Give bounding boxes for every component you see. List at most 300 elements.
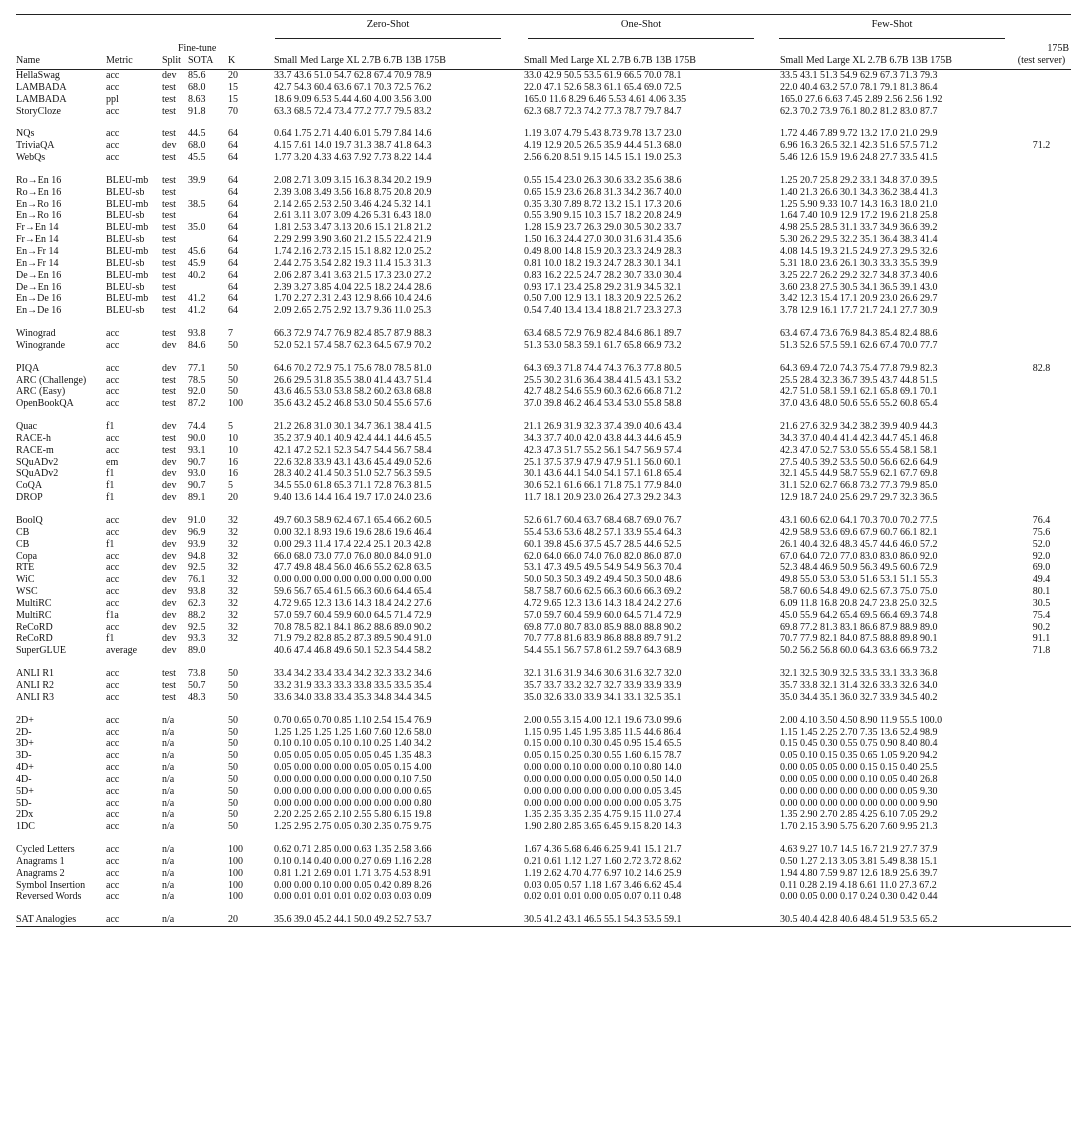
row-zero-shot: 0.00 0.00 0.00 0.00 0.00 0.00 0.00 0.80 [274,797,432,809]
row-k: 50 [228,809,238,821]
row-name: Fr→En 14 [16,234,59,246]
row-k: 64 [228,198,238,210]
row-test-server [1012,421,1071,433]
table-row [16,868,1071,880]
row-zero-shot: 33.7 43.6 51.0 54.7 62.8 67.4 70.9 78.9 [274,70,432,81]
row-k: 70 [228,105,238,117]
row-sota: 73.8 [188,668,206,680]
row-zero-shot: 64.6 70.2 72.9 75.1 75.6 78.0 78.5 81.0 [274,362,432,374]
row-test-server: 92.0 [1032,550,1051,562]
row-zero-shot: 0.00 29.3 11.4 17.4 22.4 25.1 20.3 42.8 [274,538,432,550]
row-sota: 68.0 [188,81,206,93]
row-test-server [1012,375,1071,387]
row-sota [188,282,228,294]
row-metric: ppl [106,93,119,105]
row-few-shot: 1.72 4.46 7.89 9.72 13.2 17.0 21.0 29.9 [780,128,938,140]
row-name: En→Fr 14 [16,245,59,257]
row-one-shot: 0.03 0.05 0.57 1.18 1.67 3.46 6.62 45.4 [524,879,682,891]
row-split: test [162,444,176,456]
row-k: 5 [228,480,233,492]
row-test-server [1012,128,1071,140]
row-one-shot: 1.19 3.07 4.79 5.43 8.73 9.78 13.7 23.0 [524,128,682,140]
row-metric: em [106,456,119,468]
row-split: n/a [162,891,175,903]
row-metric: BLEU-sb [106,281,145,293]
row-few-shot: 6.09 11.8 16.8 20.8 24.7 23.8 25.0 32.5 [780,597,938,609]
row-zero-shot: 1.74 2.16 2.73 2.15 15.1 8.82 12.0 25.2 [274,245,432,257]
row-name: CoQA [16,480,43,492]
row-split: dev [162,633,177,645]
row-split: n/a [162,738,175,750]
row-zero-shot: 35.2 37.9 40.1 40.9 42.4 44.1 44.6 45.5 [274,432,432,444]
row-zero-shot: 66.3 72.9 74.7 76.9 82.4 85.7 87.9 88.3 [274,328,432,340]
row-one-shot: 1.67 4.36 5.68 6.46 6.25 9.41 15.1 21.7 [524,844,682,856]
row-split: dev [162,140,177,152]
row-name: ReCoRD [16,633,53,645]
row-name: 5D- [16,797,32,809]
row-k: 32 [228,586,238,598]
row-name: En→Ro 16 [16,210,62,222]
row-split: n/a [162,785,175,797]
row-split: dev [162,586,177,598]
row-test-server [1012,210,1071,222]
row-test-server [1012,468,1071,480]
row-group [16,164,1071,317]
row-few-shot: 67.0 64.0 72.0 77.0 83.0 83.0 86.0 92.0 [780,550,938,562]
group-header-row [16,15,1071,44]
row-zero-shot: 1.70 2.27 2.31 2.43 12.9 8.66 10.4 24.6 [274,293,432,305]
row-k: 10 [228,432,238,444]
row-name: 4D+ [16,762,34,774]
row-name: ARC (Easy) [16,386,66,398]
row-metric: f1 [106,480,115,492]
row-sota: 41.2 [188,293,206,305]
row-metric: acc [106,386,120,398]
row-few-shot: 70.7 77.9 82.1 84.0 87.5 88.8 89.8 90.1 [780,633,938,645]
column-header-row [16,43,1071,70]
row-sota: 76.1 [188,574,206,586]
row-metric: acc [106,374,120,386]
row-test-server [1012,305,1071,317]
row-test-server: 71.8 [1032,645,1051,657]
row-sota [188,914,228,926]
row-test-server [1012,293,1071,305]
row-metric: acc [106,914,162,926]
row-few-shot: 30.5 40.4 42.8 40.6 48.4 51.9 53.5 65.2 [772,914,1012,926]
table-row [16,328,1071,340]
row-split: n/a [162,914,188,926]
row-test-server [1012,738,1071,750]
table-row [16,914,1071,926]
row-metric: acc [106,891,120,903]
table-row [16,586,1071,598]
row-one-shot: 22.0 47.1 52.6 58.3 61.1 65.4 69.0 72.5 [524,81,682,93]
row-metric: acc [106,586,120,598]
row-k: 32 [228,609,238,621]
table-row [16,856,1071,868]
row-k: 50 [228,374,238,386]
table-row [16,645,1071,657]
row-test-server [1012,445,1071,457]
row-split: dev [162,480,177,492]
row-metric: acc [106,70,120,81]
few-shot-header: Few-Shot [772,15,1012,44]
row-split: dev [162,645,177,657]
row-metric: f1 [106,468,115,480]
table-row [16,762,1071,774]
table-row [16,562,1071,574]
row-few-shot: 0.05 0.10 0.15 0.35 0.65 1.05 9.20 94.2 [780,750,938,762]
row-sota: 93.0 [188,468,206,480]
row-zero-shot: 9.40 13.6 14.4 16.4 19.7 17.0 24.0 23.6 [274,492,432,504]
row-few-shot: 6.96 16.3 26.5 32.1 42.3 51.6 57.5 71.2 [780,140,938,152]
row-split: n/a [162,773,175,785]
row-test-server [1012,398,1071,410]
row-split: test [162,374,176,386]
row-few-shot: 1.25 20.7 25.8 29.2 33.1 34.8 37.0 39.5 [780,174,938,186]
col-name: Name [16,55,40,67]
row-metric: acc [106,140,120,152]
row-metric: acc [106,105,120,117]
row-few-shot: 1.64 7.40 10.9 12.9 17.2 19.6 21.8 25.8 [780,210,938,222]
one-shot-header: One-Shot [516,15,766,44]
row-metric: BLEU-mb [106,293,149,305]
zero-shot-header: Zero-Shot [266,15,510,44]
row-one-shot: 2.00 0.55 3.15 4.00 12.1 19.6 73.0 99.6 [524,714,682,726]
row-one-shot: 0.93 17.1 23.4 25.8 29.2 31.9 34.5 32.1 [524,281,682,293]
row-test-server [1012,270,1071,282]
table-row [16,633,1071,645]
row-zero-shot: 2.09 2.65 2.75 2.92 13.7 9.36 11.0 25.3 [274,305,432,317]
row-split: test [162,679,176,691]
row-name: SAT Analogies [16,914,106,926]
row-name: En→De 16 [16,305,62,317]
row-group [16,903,1071,926]
row-split: dev [162,538,177,550]
row-name: SuperGLUE [16,645,66,657]
row-test-server [1012,246,1071,258]
table-row [16,445,1071,457]
row-name: 3D- [16,750,32,762]
row-split: test [162,198,176,210]
table-row [16,175,1071,187]
row-split: test [162,152,176,164]
row-metric: f1 [106,633,115,645]
row-few-shot: 58.7 60.6 54.8 49.0 62.5 67.3 75.0 75.0 [780,586,938,598]
row-test-server [1012,70,1071,82]
table-row [16,786,1071,798]
row-sota [188,798,228,810]
row-zero-shot: 49.7 60.3 58.9 62.4 67.1 65.4 66.2 60.5 [274,515,432,526]
row-test-server [1012,492,1071,504]
row-name: Winogrande [16,339,66,351]
table-row [16,457,1071,469]
row-name: 2D- [16,726,32,738]
row-k: 50 [228,821,238,833]
row-split: dev [162,339,177,351]
row-sota: 90.0 [188,432,206,444]
row-split: n/a [162,867,175,879]
row-few-shot: 63.4 67.4 73.6 76.9 84.3 85.4 82.4 88.6 [780,328,938,340]
row-test-server [1012,340,1071,352]
row-few-shot: 0.00 0.00 0.00 0.00 0.00 0.00 0.05 9.30 [780,785,938,797]
row-metric: f1 [106,492,115,504]
row-one-shot: 42.3 47.3 51.7 55.2 56.1 54.7 56.9 57.4 [524,444,682,456]
table-row [16,727,1071,739]
col-k: K [228,55,236,67]
row-metric: acc [106,621,120,633]
row-one-shot: 0.00 0.00 0.10 0.00 0.00 0.10 0.80 14.0 [524,762,682,774]
table-row [16,246,1071,258]
row-metric: acc [106,398,120,410]
row-test-server [1012,786,1071,798]
row-split: dev [162,362,177,374]
row-test-server [1012,821,1071,833]
row-k: 64 [228,269,238,281]
row-one-shot: 33.0 42.9 50.5 53.5 61.9 66.5 70.0 78.1 [524,70,682,81]
row-sota: 90.7 [188,456,206,468]
row-one-shot: 0.65 15.9 23.6 26.8 31.3 34.2 36.7 40.0 [524,186,682,198]
row-split: dev [162,597,177,609]
row-few-shot: 42.9 58.9 53.6 69.6 67.9 60.7 66.1 82.1 [780,526,938,538]
table-row [16,421,1071,433]
row-one-shot: 64.3 69.3 71.8 74.4 74.3 76.3 77.8 80.5 [524,362,682,374]
group-spacer [16,833,1071,844]
row-k: 20 [228,914,250,926]
row-zero-shot: 57.0 59.7 60.4 59.9 60.0 64.5 71.4 72.9 [274,609,432,621]
table-row [16,258,1071,270]
row-group [16,657,1071,704]
table-row [16,891,1071,903]
row-split: dev [162,515,177,526]
row-name: 1DC [16,821,35,833]
row-few-shot: 25.5 28.4 32.3 36.7 39.5 43.7 44.8 51.5 [780,374,938,386]
row-one-shot: 1.50 16.3 24.4 27.0 30.0 31.6 31.4 35.6 [524,234,682,246]
table-row [16,880,1071,892]
row-zero-shot: 0.10 0.10 0.05 0.10 0.10 0.25 1.40 34.2 [274,738,432,750]
row-k: 64 [228,222,238,234]
row-one-shot: 0.00 0.00 0.00 0.00 0.05 0.00 0.50 14.0 [524,773,682,785]
row-split: test [162,668,176,680]
row-k: 64 [228,186,238,198]
table-row [16,844,1071,856]
row-metric: acc [106,855,120,867]
row-test-server [1012,844,1071,856]
row-test-server [1012,222,1071,234]
row-zero-shot: 2.08 2.71 3.09 3.15 16.3 8.34 20.2 19.9 [274,174,432,186]
row-few-shot: 35.0 34.4 35.1 36.0 32.7 33.9 34.5 40.2 [780,691,938,703]
row-one-shot: 32.1 31.6 31.9 34.6 30.6 31.6 32.7 32.0 [524,668,682,680]
row-k: 15 [228,93,238,105]
row-one-shot: 0.35 3.30 7.89 8.72 13.2 15.1 17.3 20.6 [524,198,682,210]
row-k: 32 [228,597,238,609]
row-one-shot: 165.0 11.6 8.29 6.46 5.53 4.61 4.06 3.35 [524,93,687,105]
row-one-shot: 54.4 55.1 56.7 57.8 61.2 59.7 64.3 68.9 [524,645,682,657]
row-zero-shot: 66.0 68.0 73.0 77.0 76.0 80.0 84.0 91.0 [274,550,432,562]
row-sota: 93.1 [188,444,206,456]
row-zero-shot: 34.5 55.0 61.8 65.3 71.1 72.8 76.3 81.5 [274,480,432,492]
table-row [16,305,1071,317]
row-name: ReCoRD [16,621,53,633]
row-k: 64 [228,293,238,305]
table-row [16,70,1071,82]
row-few-shot: 32.1 32.5 30.9 32.5 33.5 33.1 33.3 36.8 [780,668,938,680]
row-one-shot: 1.15 0.95 1.45 1.95 3.85 11.5 44.6 86.4 [524,726,682,738]
row-test-server [1012,106,1071,118]
row-few-shot: 1.25 5.90 9.33 10.7 14.3 16.3 18.0 21.0 [780,198,938,210]
row-sota [188,786,228,798]
row-split: test [162,105,176,117]
row-one-shot: 11.7 18.1 20.9 23.0 26.4 27.3 29.2 34.3 [524,492,682,504]
row-sota: 41.2 [188,305,206,317]
row-few-shot: 4.63 9.27 10.7 14.5 16.7 21.9 27.7 37.9 [780,844,938,856]
row-test-server [1012,762,1071,774]
row-sota: 62.3 [188,597,206,609]
row-zero-shot: 63.3 68.5 72.4 73.4 77.2 77.7 79.5 83.2 [274,105,432,117]
row-zero-shot: 0.81 1.21 2.69 0.01 1.71 3.75 4.53 8.91 [274,867,432,879]
row-sota: 94.8 [188,550,206,562]
row-k: 100 [228,855,243,867]
row-one-shot: 62.3 68.7 72.3 74.2 77.3 78.7 79.7 84.7 [524,105,682,117]
row-split: n/a [162,809,175,821]
row-split: dev [162,621,177,633]
row-metric: acc [106,526,120,538]
row-metric: f1a [106,609,119,621]
row-zero-shot: 1.25 2.95 2.75 0.05 0.30 2.35 0.75 9.75 [274,821,432,833]
row-metric: BLEU-sb [106,210,145,222]
row-k: 50 [228,714,238,726]
row-k: 32 [228,526,238,538]
row-few-shot: 5.46 12.6 15.9 19.6 24.8 27.7 33.5 41.5 [780,152,938,164]
table-row [16,187,1071,199]
row-k: 10 [228,444,238,456]
row-split: dev [162,526,177,538]
row-few-shot: 31.1 52.0 62.7 66.8 73.2 77.3 79.9 85.0 [780,480,938,492]
row-metric: acc [106,797,120,809]
row-split: dev [162,574,177,586]
row-k: 32 [228,562,238,574]
row-metric: acc [106,362,120,374]
one-shot-model-cols: Small Med Large XL 2.7B 6.7B 13B 175B [524,55,696,67]
row-zero-shot: 47.7 49.8 48.4 56.0 46.6 55.2 62.8 63.5 [274,562,432,574]
row-test-server [1012,774,1071,786]
row-split: test [162,222,176,234]
row-one-shot: 58.7 58.7 60.6 62.5 66.3 60.6 66.3 69.2 [524,586,682,598]
row-metric: acc [106,750,120,762]
row-zero-shot: 21.2 26.8 31.0 30.1 34.7 36.1 38.4 41.5 [274,421,432,433]
row-k: 64 [228,128,238,140]
row-one-shot: 70.7 77.8 81.6 83.9 86.8 88.8 89.7 91.2 [524,633,682,645]
row-name: 4D- [16,773,32,785]
row-test-server [1012,868,1071,880]
row-one-shot: 0.21 0.61 1.12 1.27 1.60 2.72 3.72 8.62 [524,855,682,867]
table-header [16,15,1071,70]
table-row [16,94,1071,106]
row-test-server: 75.6 [1032,526,1051,538]
row-one-shot: 0.55 3.90 9.15 10.3 15.7 18.2 20.8 24.9 [524,210,682,222]
table-row [16,82,1071,94]
row-name: En→De 16 [16,293,62,305]
row-name: En→Fr 14 [16,257,59,269]
row-split: dev [162,550,177,562]
row-sota: 88.2 [188,609,206,621]
row-metric: BLEU-sb [106,186,145,198]
row-metric: BLEU-mb [106,174,149,186]
row-one-shot: 0.00 0.00 0.00 0.00 0.00 0.00 0.05 3.45 [524,785,682,797]
row-test-server: 90.2 [1032,621,1051,633]
row-few-shot: 43.1 60.6 62.0 64.1 70.3 70.0 70.2 77.5 [780,515,938,526]
row-metric: acc [106,691,120,703]
row-test-server [1012,798,1071,810]
row-test-server: 52.0 [1032,538,1051,550]
row-metric: BLEU-mb [106,245,149,257]
col-sota: Fine-tune SOTA [178,43,217,66]
row-sota: 8.63 [188,93,206,105]
row-name: RACE-h [16,432,51,444]
row-k: 64 [228,140,238,152]
row-name: LAMBADA [16,93,67,105]
table-row [16,433,1071,445]
row-one-shot: 4.19 12.9 20.5 26.5 35.9 44.4 51.3 68.0 [524,140,682,152]
row-sota: 93.8 [188,586,206,598]
row-group [16,70,1071,118]
row-sota [188,774,228,786]
row-sota [188,750,228,762]
row-k: 50 [228,386,238,398]
row-sota: 45.9 [188,257,206,269]
row-zero-shot: 2.06 2.87 3.41 3.63 21.5 17.3 23.0 27.2 [274,269,432,281]
row-metric: acc [106,515,120,526]
row-k: 32 [228,633,238,645]
row-zero-shot: 43.6 46.5 53.0 53.8 58.2 60.2 63.8 68.8 [274,386,432,398]
row-split: dev [162,70,177,81]
group-spacer [16,410,1071,421]
row-split: test [162,281,176,293]
row-one-shot: 35.0 32.6 33.0 33.9 34.1 33.1 32.5 35.1 [524,691,682,703]
row-one-shot: 53.1 47.3 49.5 49.5 54.9 54.9 56.3 70.4 [524,562,682,574]
group-spacer [16,117,1071,128]
row-group [16,704,1071,833]
row-few-shot: 64.3 69.4 72.0 74.3 75.4 77.8 79.9 82.3 [780,362,938,374]
row-test-server [1012,680,1071,692]
row-few-shot: 42.7 51.0 58.1 59.1 62.1 65.8 69.1 70.1 [780,386,938,398]
row-k: 100 [228,879,243,891]
row-split: test [162,128,176,140]
row-k: 15 [228,81,238,93]
row-name: En→Ro 16 [16,198,62,210]
row-few-shot: 3.60 23.8 27.5 30.5 34.1 36.5 39.1 43.0 [780,281,938,293]
row-k: 50 [228,679,238,691]
row-k: 7 [228,328,233,340]
row-one-shot: 62.0 64.0 66.0 74.0 76.0 82.0 86.0 87.0 [524,550,682,562]
row-split: dev [162,421,177,433]
row-metric: acc [106,821,120,833]
table-row [16,821,1071,833]
row-k: 100 [228,891,243,903]
row-split: n/a [162,714,175,726]
row-few-shot: 5.30 26.2 29.5 32.2 35.1 36.4 38.3 41.4 [780,234,938,246]
table-row [16,128,1071,140]
row-name: De→En 16 [16,281,62,293]
row-metric: acc [106,668,120,680]
row-sota: 45.5 [188,152,206,164]
row-k: 50 [228,738,238,750]
table-row [16,199,1071,211]
row-few-shot: 1.70 2.15 3.90 5.75 6.20 7.60 9.95 21.3 [780,821,938,833]
row-name: NQs [16,128,35,140]
row-zero-shot: 0.10 0.14 0.40 0.00 0.27 0.69 1.16 2.28 [274,855,432,867]
row-metric: acc [106,867,120,879]
